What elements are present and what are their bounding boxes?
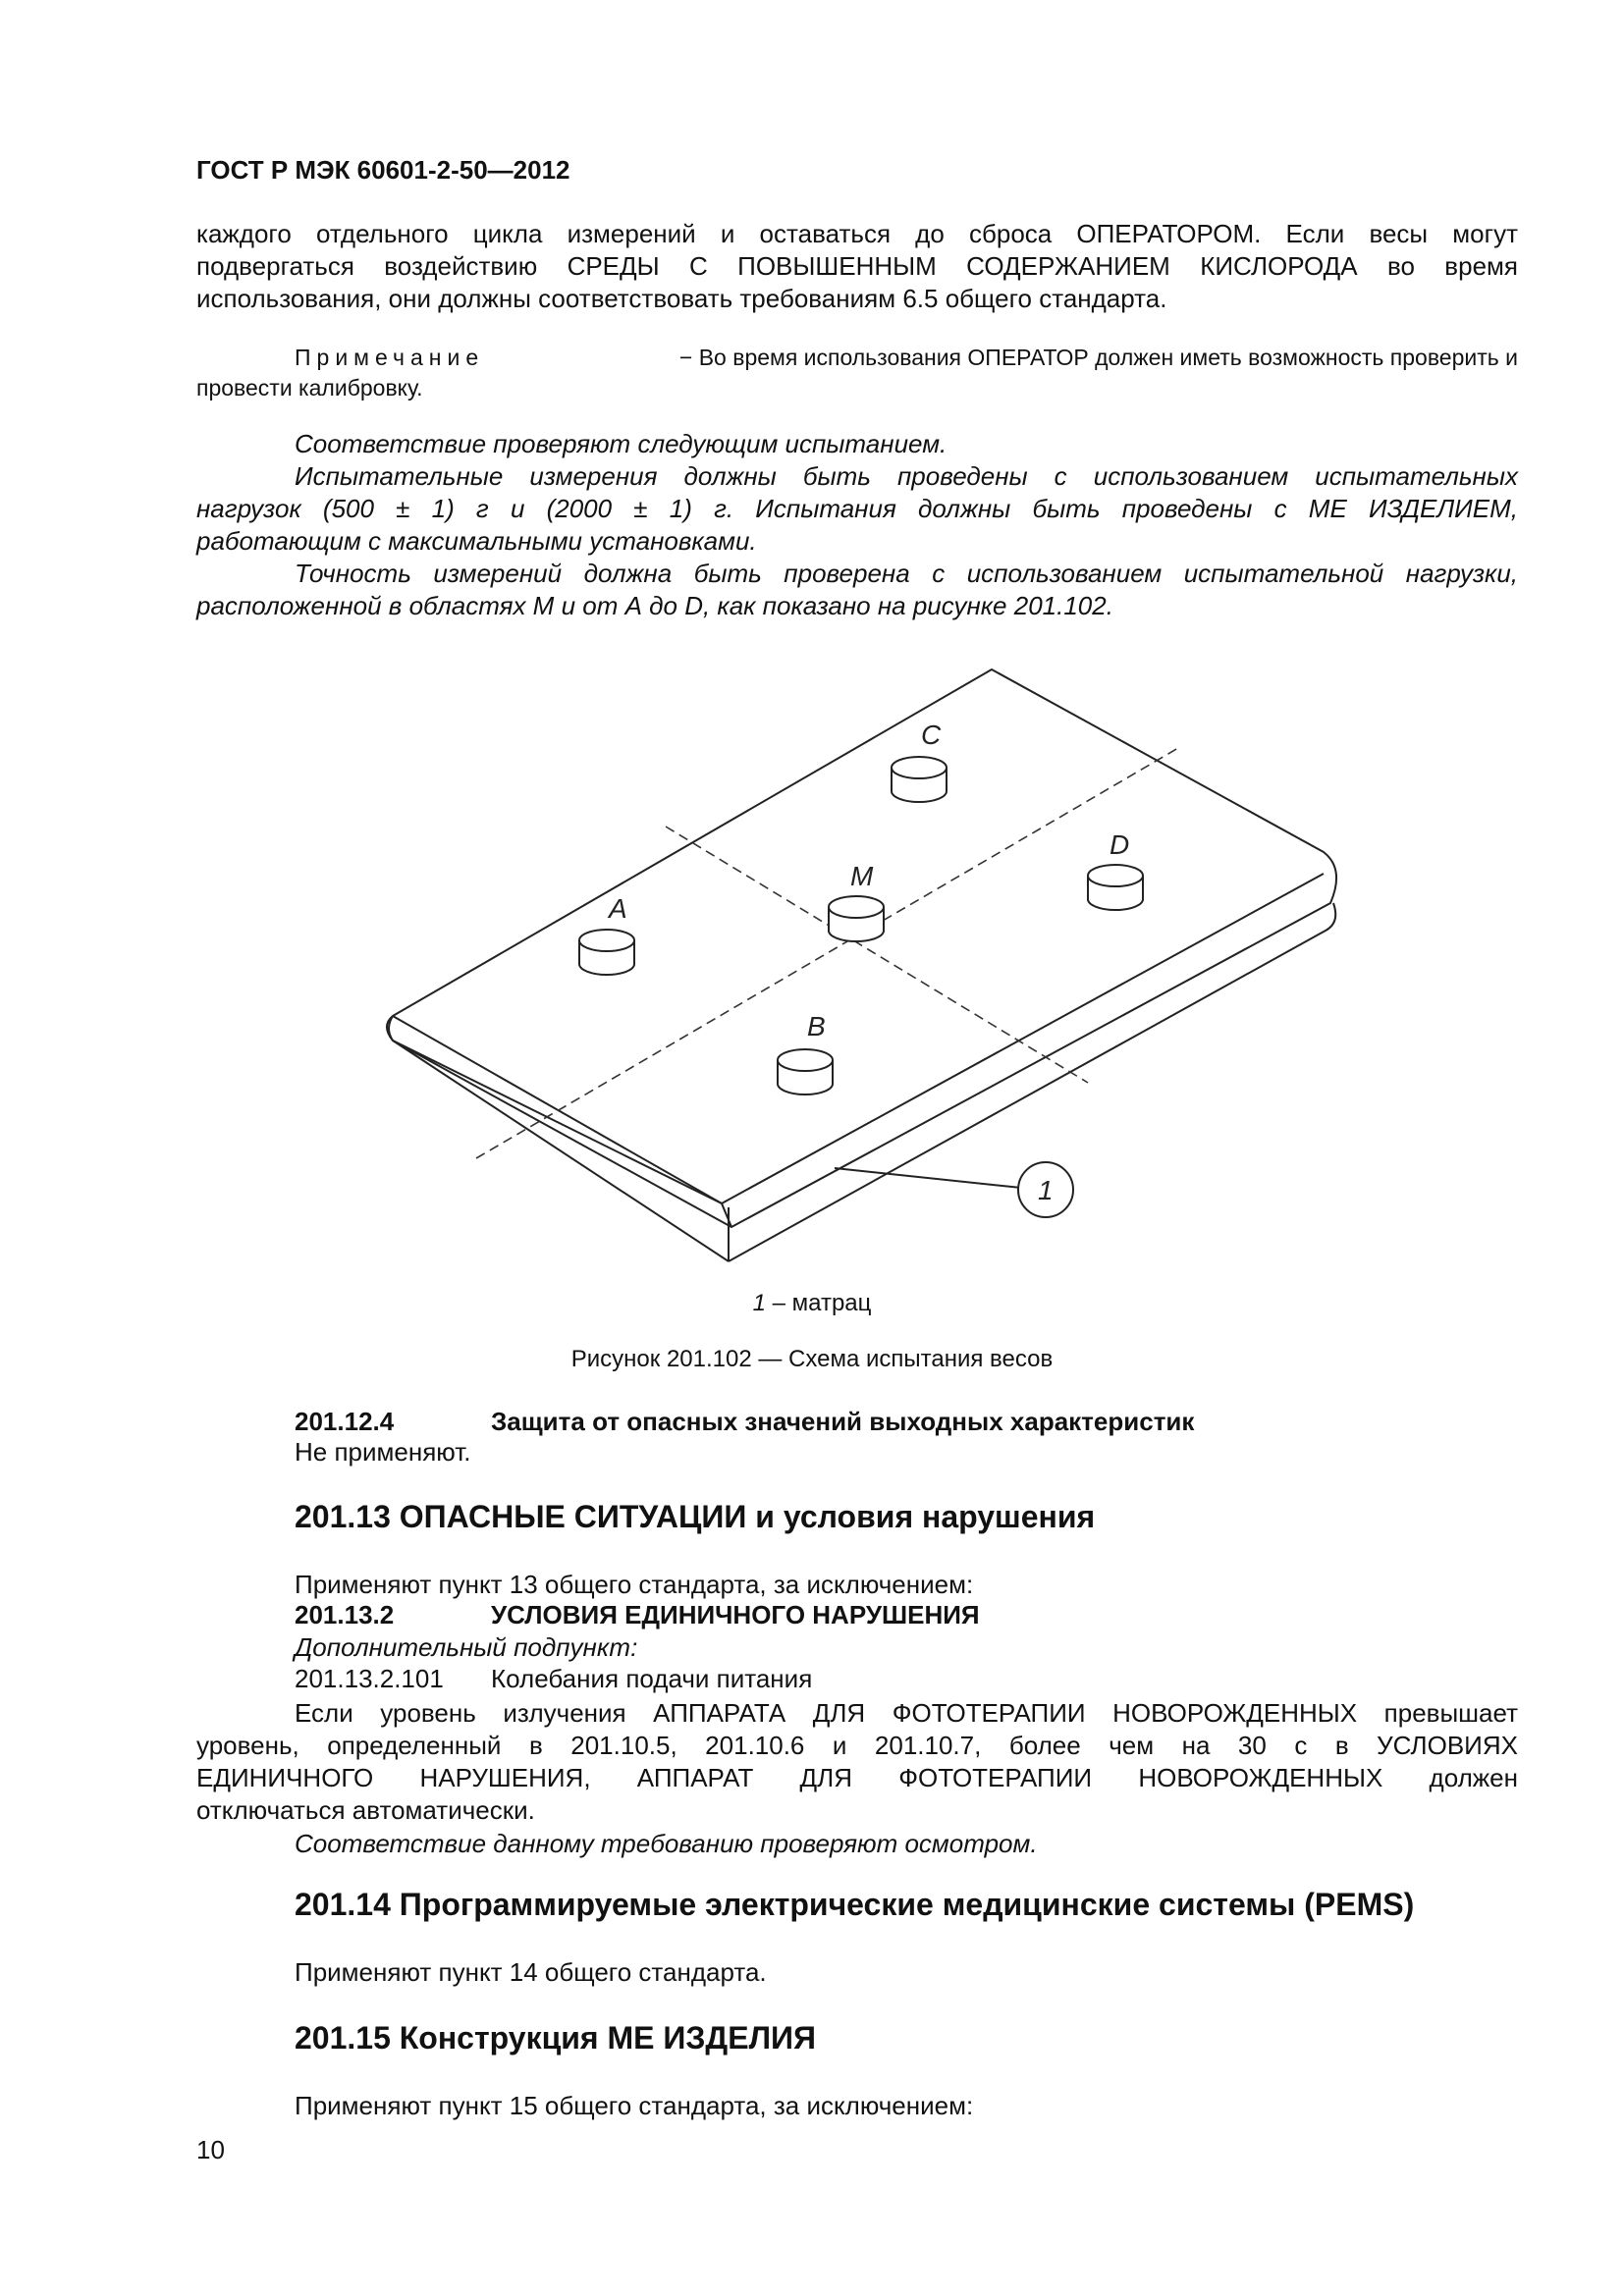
- text-line: подвергаться воздействию СРЕДЫ С ПОВЫШЕННЫМ СОДЕРЖАНИЕМ КИСЛОРОДА во время: [196, 251, 1518, 281]
- mattress-outline: [387, 669, 1336, 1227]
- subsection-title: УСЛОВИЯ ЕДИНИЧНОГО НАРУШЕНИЯ: [491, 1600, 980, 1629]
- legend-number: 1: [752, 1290, 766, 1316]
- note-label: Примечание: [295, 345, 485, 370]
- figure-legend: [0, 1290, 1624, 1317]
- item-number: 201.13.2.101: [295, 1664, 444, 1693]
- label-m: M: [850, 861, 874, 891]
- section-heading: 201.15 Конструкция МЕ ИЗДЕЛИЯ: [295, 2020, 817, 2056]
- section-heading: 201.14 Программируемые электрические медицинские системы (PEMS): [295, 1887, 1415, 1922]
- text-line: Соответствие проверяют следующим испытанием.: [295, 429, 947, 458]
- weight-a: [579, 930, 634, 975]
- axis-line-long: [666, 827, 1088, 1083]
- page-header: ГОСТ Р МЭК 60601-2-50—2012: [196, 155, 570, 185]
- note-text: − Во время использования ОПЕРАТОР должен иметь возможность проверить и: [678, 345, 1518, 370]
- page-number: 10: [196, 2135, 225, 2164]
- text-line: уровень, определенный в 201.10.5, 201.10.6 и 201.10.7, более чем на 30 с в УСЛОВИЯХ: [196, 1731, 1518, 1760]
- text-line: Применяют пункт 15 общего стандарта, за исключением:: [295, 2091, 974, 2120]
- text-line: работающим с максимальными установками.: [196, 526, 757, 556]
- weight-d: [1088, 865, 1143, 910]
- label-callout: 1: [1038, 1175, 1054, 1205]
- mattress-front-edge: [389, 1016, 731, 1227]
- item-title: Колебания подачи питания: [491, 1664, 813, 1693]
- text-line: Если уровень излучения АППАРАТА ДЛЯ ФОТОТЕРАПИИ НОВОРОЖДЕННЫХ превышает: [295, 1698, 1518, 1728]
- text-line: нагрузок (500 ± 1) г и (2000 ± 1) г. Испытания должны быть проведены с МЕ ИЗДЕЛИЕМ,: [196, 494, 1518, 523]
- section-number: 201.12.4: [295, 1407, 395, 1436]
- weight-b: [778, 1049, 833, 1095]
- figure-caption: Рисунок 201.102 — Схема испытания весов: [570, 1346, 1054, 1372]
- weight-c: [892, 757, 947, 802]
- section-heading: 201.13 ОПАСНЫЕ СИТУАЦИИ и условия нарушения: [295, 1499, 1096, 1534]
- label-d: D: [1110, 829, 1130, 860]
- section-title: Защита от опасных значений выходных характеристик: [491, 1407, 1195, 1436]
- note-line: провести калибровку.: [196, 375, 423, 400]
- text-line: каждого отдельного цикла измерений и оставаться до сброса ОПЕРАТОРОМ. Если весы могут: [196, 219, 1518, 248]
- subsection-number: 201.13.2: [295, 1600, 395, 1629]
- label-a: A: [609, 893, 627, 924]
- label-c: C: [921, 720, 942, 750]
- text-line: Испытательные измерения должны быть проведены с использованием испытательных: [295, 461, 1518, 491]
- text-line: Точность измерений должна быть проверена с использованием испытательной нагрузки,: [295, 559, 1518, 588]
- text-line: отключаться автоматически.: [196, 1795, 535, 1825]
- text-line: Соответствие данному требованию проверяют осмотром.: [295, 1829, 1038, 1858]
- label-b: B: [807, 1011, 826, 1041]
- text-line: Применяют пункт 14 общего стандарта.: [295, 1957, 767, 1987]
- text-line: использования, они должны соответствовать требованиям 6.5 общего стандарта.: [196, 284, 1167, 313]
- text-line: Применяют пункт 13 общего стандарта, за исключением:: [295, 1570, 974, 1599]
- legend-text: – матрац: [765, 1290, 872, 1316]
- text-line: Дополнительный подпункт:: [295, 1632, 638, 1662]
- text-line: ЕДИНИЧНОГО НАРУШЕНИЯ, АППАРАТ ДЛЯ ФОТОТЕРАПИИ НОВОРОЖДЕННЫХ должен: [196, 1763, 1518, 1792]
- weight-m: [829, 896, 884, 941]
- text-line: Не применяют.: [295, 1437, 471, 1467]
- text-line: расположенной в областях М и от А до D, как показано на рисунке 201.102.: [196, 591, 1113, 620]
